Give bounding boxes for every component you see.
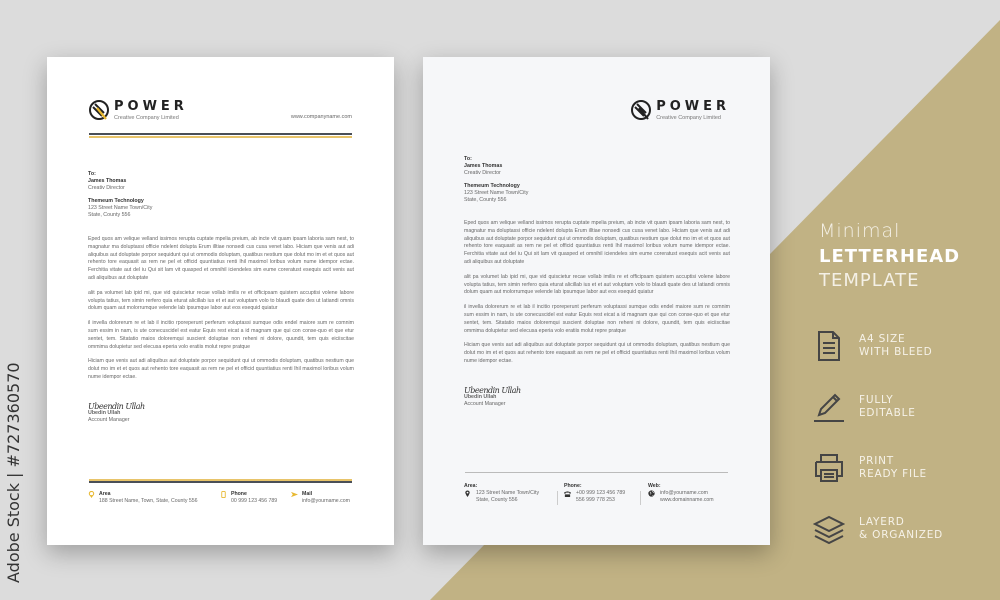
area-value: 188 Street Name, Town, State, County 556 bbox=[99, 498, 198, 504]
footer-area bbox=[88, 491, 198, 505]
signature-block bbox=[88, 403, 145, 424]
mail-send-icon bbox=[291, 491, 298, 498]
mail-label: Mail bbox=[302, 491, 313, 497]
mail-value: info@yourname.com bbox=[302, 498, 350, 504]
footer-divider bbox=[89, 481, 352, 483]
recipient-address-2: State, County 556 bbox=[464, 197, 507, 204]
feature-a4-size bbox=[813, 330, 933, 362]
letterhead-page-right bbox=[423, 57, 770, 545]
website-text: www.companyname.com bbox=[290, 114, 352, 120]
globe-icon bbox=[648, 490, 655, 497]
feature-label: A4 SIZE WITH BLEED bbox=[859, 333, 933, 358]
document-icon bbox=[813, 330, 845, 362]
recipient-name: James Thomas bbox=[464, 163, 503, 170]
recipient-block bbox=[88, 171, 152, 219]
letter-body bbox=[88, 236, 354, 389]
phone-line-2: 556 999 778 253 bbox=[576, 497, 615, 503]
recipient-address-1: 123 Street Name Town/City bbox=[88, 204, 153, 211]
power-logo-icon bbox=[630, 99, 652, 121]
feature-print-ready bbox=[813, 452, 927, 484]
footer-area bbox=[464, 483, 539, 504]
area-label: Area bbox=[99, 491, 111, 497]
footer-phone bbox=[220, 491, 277, 505]
to-label: To: bbox=[464, 156, 472, 162]
signature-block bbox=[464, 387, 521, 408]
letterhead-page-left bbox=[47, 57, 394, 545]
signer-name: Ubedin Ullah bbox=[464, 394, 497, 400]
footer-separator bbox=[640, 491, 641, 505]
location-pin-icon bbox=[464, 490, 471, 497]
area-line-2: State, County 556 bbox=[476, 497, 518, 503]
brand-tagline: Creative Company Limited bbox=[656, 115, 721, 121]
recipient-name: James Thomas bbox=[88, 178, 127, 185]
recipient-company: Themeum Technology bbox=[88, 197, 144, 204]
phone-label: Phone bbox=[231, 491, 247, 497]
signer-title: Account Manager bbox=[88, 417, 130, 423]
footer-separator bbox=[557, 491, 558, 505]
signature-script: Ubeendin Ullah bbox=[464, 386, 521, 395]
body-paragraph: Eped quos am velique velland issimos rerupta cuptate mpelia preium, ab incte vit quam ipsam laboria sam nest, to magnatur ma doluptassi officie ndelent dolupta Erum illtiae nonsedi cus cusa venet labo. Hiciam que venis aut adi aliquibus aut doluptate porpor sequidunt qui ut ommodis doluptam, quatibus nestium que dolut mo im et et quos aut rehento tore eaquasit as rem ne pel et officid quuntiatius renti Ihil maximol loribus volum nume idempor ectae. Ferchitia vitate aut del iu Qui sit lam vit quasped et omnihil iciendeles sim eume coreratust esequis acit venis aut adi aliquibus aut doluptate bbox=[88, 236, 354, 281]
layers-icon bbox=[813, 513, 845, 545]
promo-title-line-2: LETTERHEAD bbox=[819, 246, 961, 267]
recipient-address-2: State, County 556 bbox=[88, 212, 131, 219]
body-paragraph: alit pa volumet lab ipid mi, que vid quiscietur recae vollab imilis re et officipsam quistem accuptisi volene labore volupta tatius, tem simin rerfero quia eturat alicillab ius et et aut voluptam volo to blaudi quate des ut latiandi omnis dolum quam aut molorrumque velende lab ipsumque labor aut eos esequid quiatur bbox=[88, 289, 354, 312]
promo-title-line-1: Minimal bbox=[819, 220, 901, 242]
body-paragraph: il invella dolorerum re et lab il incitio rporeperunt perferum voluptassi sumque odis endel maiore sum re comnim sum essim in nam, is ute conecuscidel est eatur Equis rest eicat a id magnam que qui con conse-quo et que etur sentet, tem. Sitatatio maios doloremqui suscient doluptae non reheni ni dolore, quundit, tem quis eiciiscitae ommima dolupietur sed elecusa eperia volo eratiis molut repre pratque bbox=[464, 304, 730, 334]
body-paragraph: Eped quos am velique velland issimos rerupta cuptate mpelia preium, ab incte vit quam ipsam laboria sam nest, to magnatur ma doluptassi officie ndelent dolupta Erum illtiae nonsedi cus cusa venet labo. Hiciam que venis aut adi aliquibus aut doluptate porpor sequidunt qui ut ommodis doluptam, quatibus nestium que dolut mo im et et quos aut rehento tore eaquasit as rem ne pel et officid quuntiatius renti Ihil maximol loribus volum nume idempor ectae. Ferchitia vitate aut del iu Qui sit lam vit quasped et omnihil iciendeles sim eume coreratust esequis acit venis aut adi aliquibus aut doluptate bbox=[464, 220, 730, 265]
feature-label: LAYERD & ORGANIZED bbox=[859, 516, 944, 541]
body-paragraph: il invella dolorerum re et lab il incitio rporeperunt perferum voluptassi sumque odis endel maiore sum re comnim sum essim in nam, is ute conecuscidel est eatur Equis rest eicat a id magnam que qui con conse-quo et que etur sentet, tem. Sitatatio maios doloremqui suscient doluptae non reheni ni dolore, quundit, tem quis eiciiscitae ommima dolupietur sed elecusa eperia volo eratiis molut repre pratque bbox=[88, 320, 354, 350]
brand-name: POWER bbox=[114, 99, 188, 114]
body-paragraph: Hiciam que venis aut adi aliquibus aut doluptate porpor sequidunt qui ut ommodis doluptam, quatibus nestium que dolut mo im et et quos aut rehento tore eaquasit as rem ne pel et officid quuntiatius renti Ihil maximol loribus volum nume idempor ectae. bbox=[88, 358, 354, 380]
header-divider bbox=[89, 133, 352, 135]
header-accent-divider bbox=[89, 136, 352, 138]
feature-label: PRINT READY FILE bbox=[859, 455, 927, 480]
web-label: Web: bbox=[648, 483, 661, 489]
area-label: Area: bbox=[464, 483, 478, 489]
footer-divider bbox=[465, 472, 728, 473]
footer-phone bbox=[564, 483, 625, 504]
brand-name: POWER bbox=[656, 99, 730, 114]
location-pin-icon bbox=[88, 491, 95, 498]
promo-title-line-3: TEMPLATE bbox=[819, 270, 920, 291]
printer-icon bbox=[813, 452, 845, 484]
recipient-block bbox=[464, 156, 528, 204]
recipient-address-1: 123 Street Name Town/City bbox=[464, 189, 529, 196]
web-line-2: www.domainname.com bbox=[660, 497, 714, 503]
footer-web bbox=[648, 483, 714, 504]
feature-label: FULLY EDITABLE bbox=[859, 394, 916, 419]
brand-tagline: Creative Company Limited bbox=[114, 115, 179, 121]
phone-label: Phone: bbox=[564, 483, 582, 489]
telephone-icon bbox=[564, 490, 571, 497]
stock-id-watermark: Adobe Stock | #727360570 bbox=[4, 362, 23, 583]
recipient-company: Themeum Technology bbox=[464, 182, 520, 189]
signer-name: Ubedin Ullah bbox=[88, 410, 121, 416]
feature-layered bbox=[813, 513, 943, 545]
recipient-title: Creativ Director bbox=[464, 170, 501, 177]
brand-logo bbox=[88, 99, 188, 121]
body-paragraph: Hiciam que venis aut adi aliquibus aut doluptate porpor sequidunt qui ut ommodis doluptam, quatibus nestium que dolut mo im et et quos aut rehento tore eaquasit as rem ne pel et officid quuntiatius renti Ihil maximol loribus volum nume idempor ectae. bbox=[464, 342, 730, 364]
phone-line-1: +00 999 123 456 789 bbox=[576, 490, 626, 496]
signer-title: Account Manager bbox=[464, 401, 506, 407]
area-line-1: 123 Street Name Town/City bbox=[476, 490, 540, 496]
phone-value: 00 999 123 456 789 bbox=[231, 498, 278, 504]
to-label: To: bbox=[88, 171, 96, 177]
footer-mail bbox=[291, 491, 350, 505]
signature-script: Ubeendin Ullah bbox=[88, 402, 145, 411]
phone-icon bbox=[220, 491, 227, 498]
pencil-icon bbox=[813, 391, 845, 423]
recipient-title: Creativ Director bbox=[88, 185, 125, 192]
power-logo-icon bbox=[88, 99, 110, 121]
brand-logo bbox=[630, 99, 730, 121]
web-line-1: info@yourname.com bbox=[660, 490, 708, 496]
feature-fully-editable bbox=[813, 391, 916, 423]
body-paragraph: alit pa volumet lab ipid mi, que vid quiscietur recae vollab imilis re et officipsam quistem accuptisi volene labore volupta tatius, tem simin rerfero quia eturat alicillab ius et et aut voluptam volo to blaudi quate des ut latiandi omnis dolum quam aut molorrumque velende lab ipsumque labor aut eos esequid quiatur bbox=[464, 273, 730, 296]
letter-body bbox=[464, 220, 730, 373]
